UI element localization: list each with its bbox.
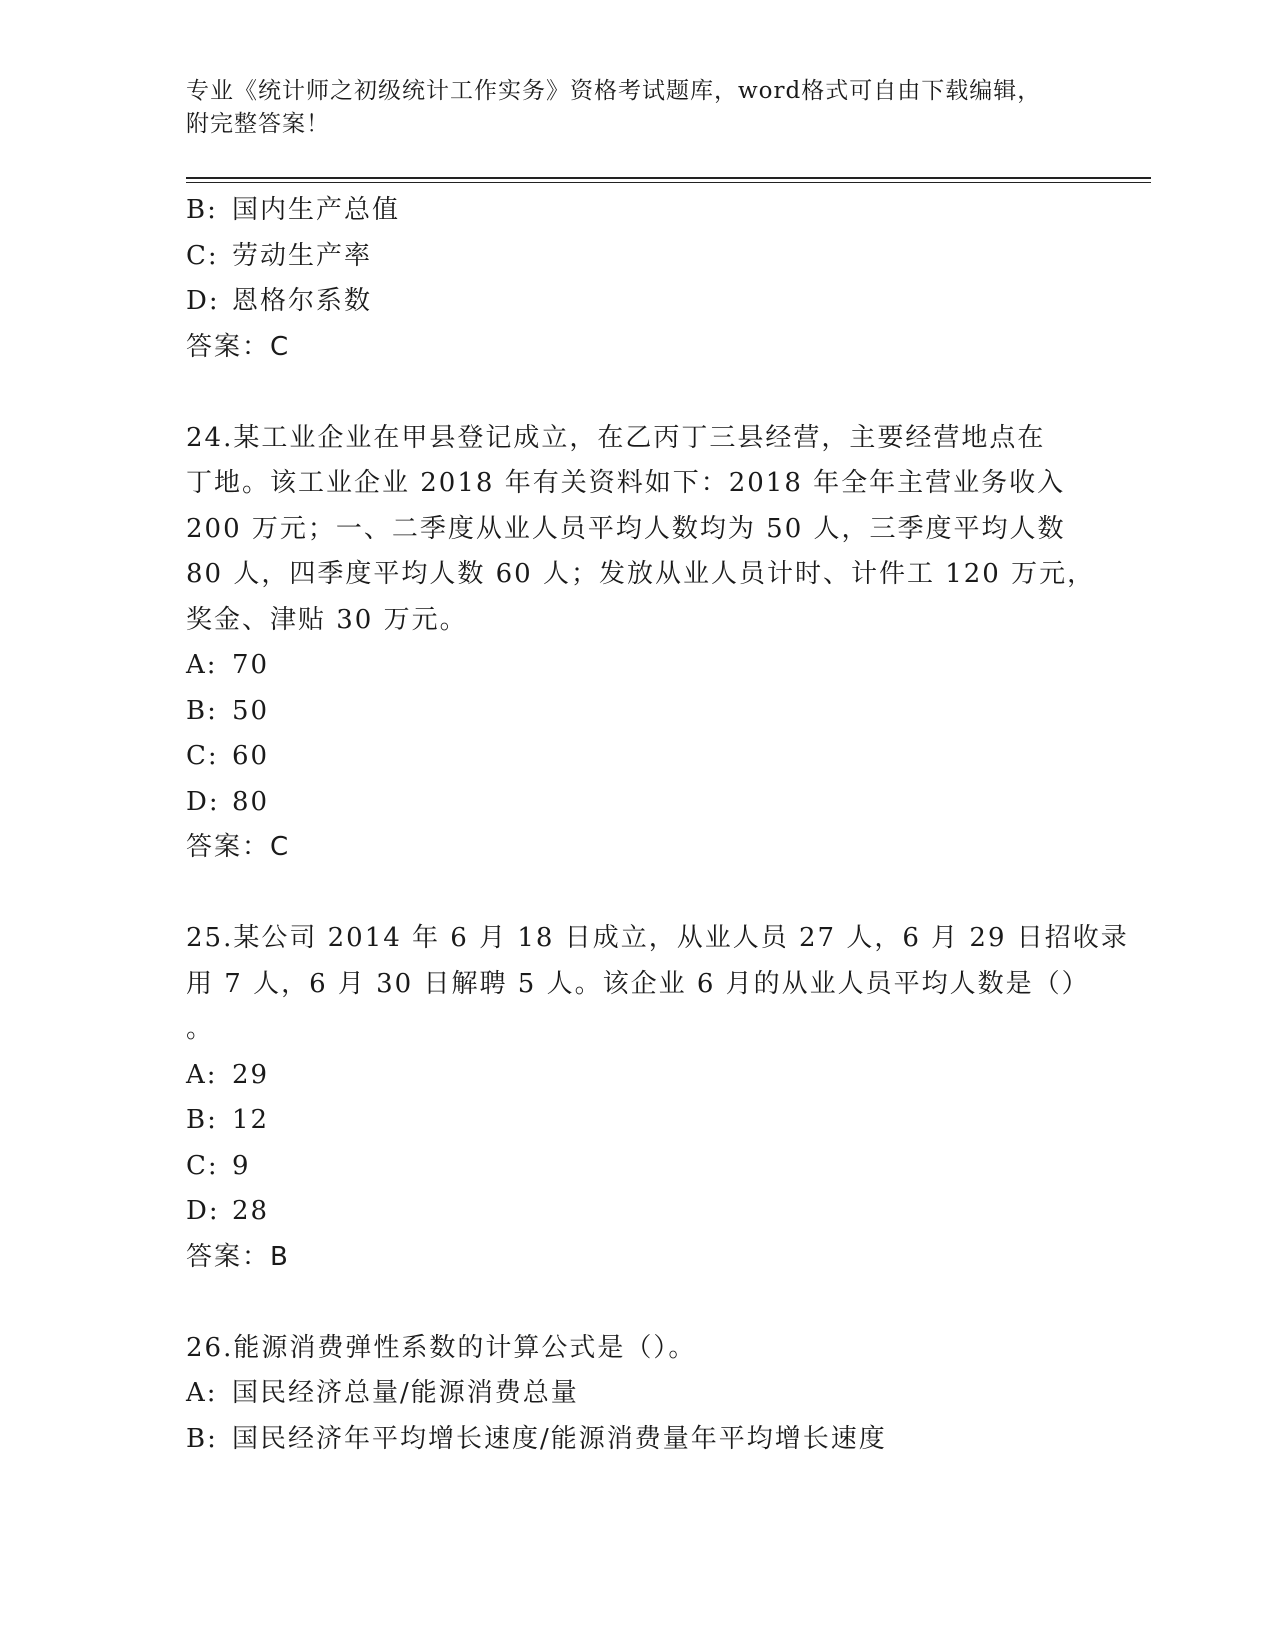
option-row	[186, 234, 1086, 280]
option-letter: C:	[186, 741, 219, 771]
spacer	[186, 871, 1086, 917]
option-letter: C:	[186, 240, 219, 271]
header-line-1: 专业《统计师之初级统计工作实务》资格考试题库，word格式可自由下载编辑，	[186, 78, 1042, 104]
option-text: 12	[232, 1105, 270, 1135]
option-letter: D:	[186, 786, 220, 817]
question-25	[186, 916, 1129, 1280]
question-stem-line: 。	[186, 1014, 215, 1044]
option-letter: B:	[186, 195, 218, 225]
answer-line: 答案：B	[186, 1241, 290, 1272]
option-letter: D:	[186, 286, 220, 316]
header-rule-thin	[186, 182, 1151, 183]
option-letter: A:	[186, 1059, 218, 1090]
option-text: 劳动生产率	[232, 240, 373, 271]
option-letter: B:	[186, 1105, 218, 1135]
option-letter: B:	[186, 1423, 218, 1454]
option-letter: D:	[186, 1196, 220, 1226]
option-row	[186, 1144, 1086, 1190]
option-text: 28	[232, 1196, 270, 1226]
option-text: 50	[232, 695, 270, 726]
header-line-2: 附完整答案！	[186, 111, 330, 137]
option-text: 国民经济年平均增长速度/能源消费量年平均增长速度	[232, 1423, 887, 1454]
option-text: 80	[232, 786, 270, 817]
option-text: 恩格尔系数	[232, 286, 373, 316]
question-stem-line: 24.某工业企业在甲县登记成立，在乙丙丁三县经营，主要经营地点在	[186, 422, 1046, 453]
document-body	[186, 188, 1129, 1462]
option-letter: A:	[186, 650, 218, 680]
question-stem-line: 80 人，四季度平均人数 60 人；发放从业人员计时、计件工 120 万元，	[186, 559, 1096, 589]
question-stem-line: 25.某公司 2014 年 6 月 18 日成立，从业人员 27 人，6 月 29 日招收录	[186, 923, 1129, 953]
option-row	[186, 1417, 1086, 1463]
option-row	[186, 279, 1086, 325]
option-row	[186, 643, 1086, 689]
question-stem-line: 200 万元；一、二季度从业人员平均人数均为 50 人，三季度平均人数	[186, 513, 1066, 544]
option-row	[186, 1053, 1086, 1099]
spacer	[186, 370, 1086, 416]
option-text: 60	[232, 741, 270, 771]
question-26	[186, 1326, 1086, 1463]
option-text: 70	[232, 650, 270, 680]
option-letter: B:	[186, 695, 218, 726]
answer-line: 答案：C	[186, 331, 291, 362]
option-text: 9	[232, 1150, 251, 1181]
option-letter: C:	[186, 1150, 219, 1181]
header-rule-thick	[186, 177, 1151, 179]
option-row	[186, 188, 1086, 234]
question-24	[186, 416, 1096, 871]
answer-line: 答案：C	[186, 832, 291, 862]
option-row	[186, 734, 1086, 780]
option-row	[186, 689, 1086, 735]
option-row	[186, 780, 1086, 826]
question-23-continued	[186, 188, 1086, 370]
option-text: 国内生产总值	[232, 195, 401, 225]
option-row	[186, 1371, 1086, 1417]
document-header	[186, 75, 1086, 141]
question-stem-line: 丁地。该工业企业 2018 年有关资料如下：2018 年全年主营业务收入	[186, 468, 1066, 498]
document-page	[186, 0, 1146, 1650]
question-stem-line: 26.能源消费弹性系数的计算公式是（）。	[186, 1332, 697, 1363]
question-stem-line: 用 7 人，6 月 30 日解聘 5 人。该企业 6 月的从业人员平均人数是（）	[186, 968, 1090, 999]
spacer	[186, 1280, 1086, 1326]
option-row	[186, 1189, 1086, 1235]
option-text: 29	[232, 1059, 270, 1090]
option-letter: A:	[186, 1378, 218, 1408]
question-stem-line: 奖金、津贴 30 万元。	[186, 604, 468, 635]
option-row	[186, 1098, 1086, 1144]
option-text: 国民经济总量/能源消费总量	[232, 1378, 579, 1408]
